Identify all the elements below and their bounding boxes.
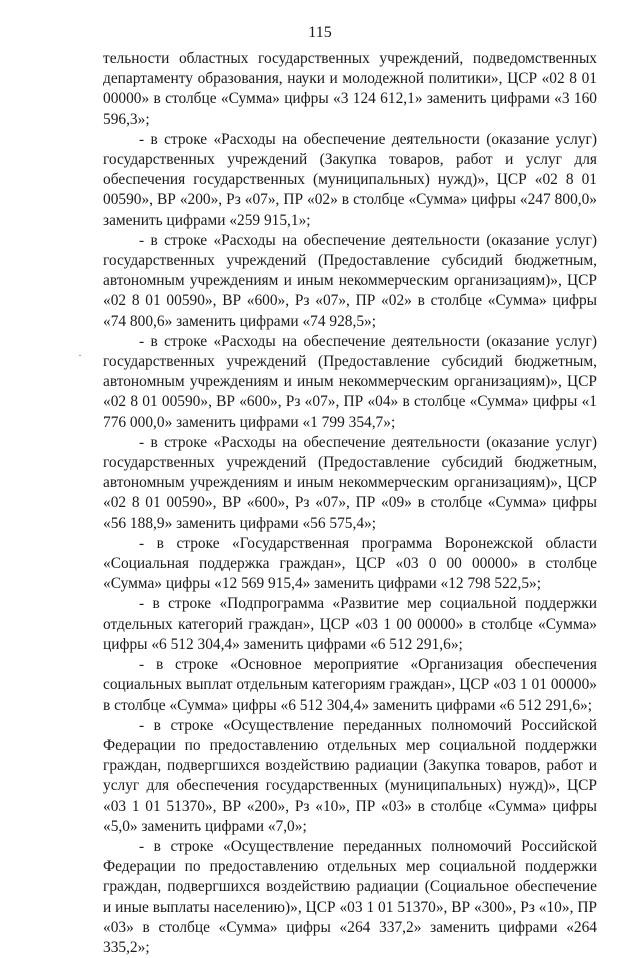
paragraph-amendment: - в строке «Расходы на обеспечение деятельности (оказание услуг) государственных учреждений (Предоставление субсидий бюджетным, автономным учреждениям и иным некоммерческим организациям)», ЦСР «02 8 01 00590», ВР «600», Рз «07», ПР «02» в столбце «Сумма» цифры «74 800,6» заменить цифрами «74 928,5»; xyxy=(103,231,597,330)
paragraph-amendment: - в строке «Подпрограмма «Развитие мер социальной поддержки отдельных категорий граждан», ЦСР «03 1 00 00000» в столбце «Сумма» цифры «6 512 304,4» заменить цифрами «6 512 291,6»; xyxy=(103,595,597,653)
page-number: 115 xyxy=(308,24,332,41)
document-body xyxy=(103,49,597,958)
paragraph-amendment: - в строке «Осуществление переданных полномочий Российской Федерации по предоставлению отдельных мер социальной поддержки граждан, подвергшихся воздействию радиации (Закупка товаров, работ и услуг для обеспечения государственных (муниципальных) нужд)», ЦСР «03 1 01 51370», ВР «200», Рз «10», ПР «03» в столбце «Сумма» цифры «5,0» заменить цифрами «7,0»; xyxy=(103,716,597,835)
paragraph-amendment: - в строке «Расходы на обеспечение деятельности (оказание услуг) государственных учреждений (Предоставление субсидий бюджетным, автономным учреждениям и иным некоммерческим организациям)», ЦСР «02 8 01 00590», ВР «600», Рз «07», ПР «04» в столбце «Сумма» цифры «1 776 000,0» заменить цифрами «1 799 354,7»; xyxy=(103,332,597,431)
paragraph-amendment: - в строке «Осуществление переданных полномочий Российской Федерации по предоставлению отдельных мер социальной поддержки граждан, подвергшихся воздействию радиации (Социальное обеспечение и иные выплаты населению)», ЦСР «03 1 01 51370», ВР «300», Рз «10», ПР «03» в столбце «Сумма» цифры «264 337,2» заменить цифрами «264 335,2»; xyxy=(103,837,597,956)
paragraph-continuation: тельности областных государственных учреждений, подведомственных департаменту образования, науки и молодежной политики», ЦСР «02 8 01 00000» в столбце «Сумма» цифры «3 124 612,1» заменить цифрами «3 160 596,3»; xyxy=(103,50,597,128)
paragraph-amendment: - в строке «Основное мероприятие «Организация обеспечения социальных выплат отдельным категориям граждан», ЦСР «03 1 01 00000» в столбце «Сумма» цифры «6 512 304,4» заменить цифрами «6 512 291,6»; xyxy=(103,656,597,714)
paragraph-amendment: - в строке «Расходы на обеспечение деятельности (оказание услуг) государственных учреждений (Предоставление субсидий бюджетным, автономным учреждениям и иным некоммерческим организациям)», ЦСР «02 8 01 00590», ВР «600», Рз «07», ПР «09» в столбце «Сумма» цифры «56 188,9» заменить цифрами «56 575,4»; xyxy=(103,433,597,532)
paragraph-amendment: - в строке «Расходы на обеспечение деятельности (оказание услуг) государственных учреждений (Закупка товаров, работ и услуг для обеспечения государственных (муниципальных) нужд)», ЦСР «02 8 01 00590», ВР «200», Рз «07», ПР «02» в столбце «Сумма» цифры «247 800,0» заменить цифрами «259 915,1»; xyxy=(103,130,597,229)
paragraph-amendment: - в строке «Государственная программа Воронежской области «Социальная поддержка граждан», ЦСР «03 0 00 00000» в столбце «Сумма» цифры «12 569 915,4» заменить цифрами «12 798 522,5»; xyxy=(103,534,597,593)
margin-mark xyxy=(79,355,81,356)
